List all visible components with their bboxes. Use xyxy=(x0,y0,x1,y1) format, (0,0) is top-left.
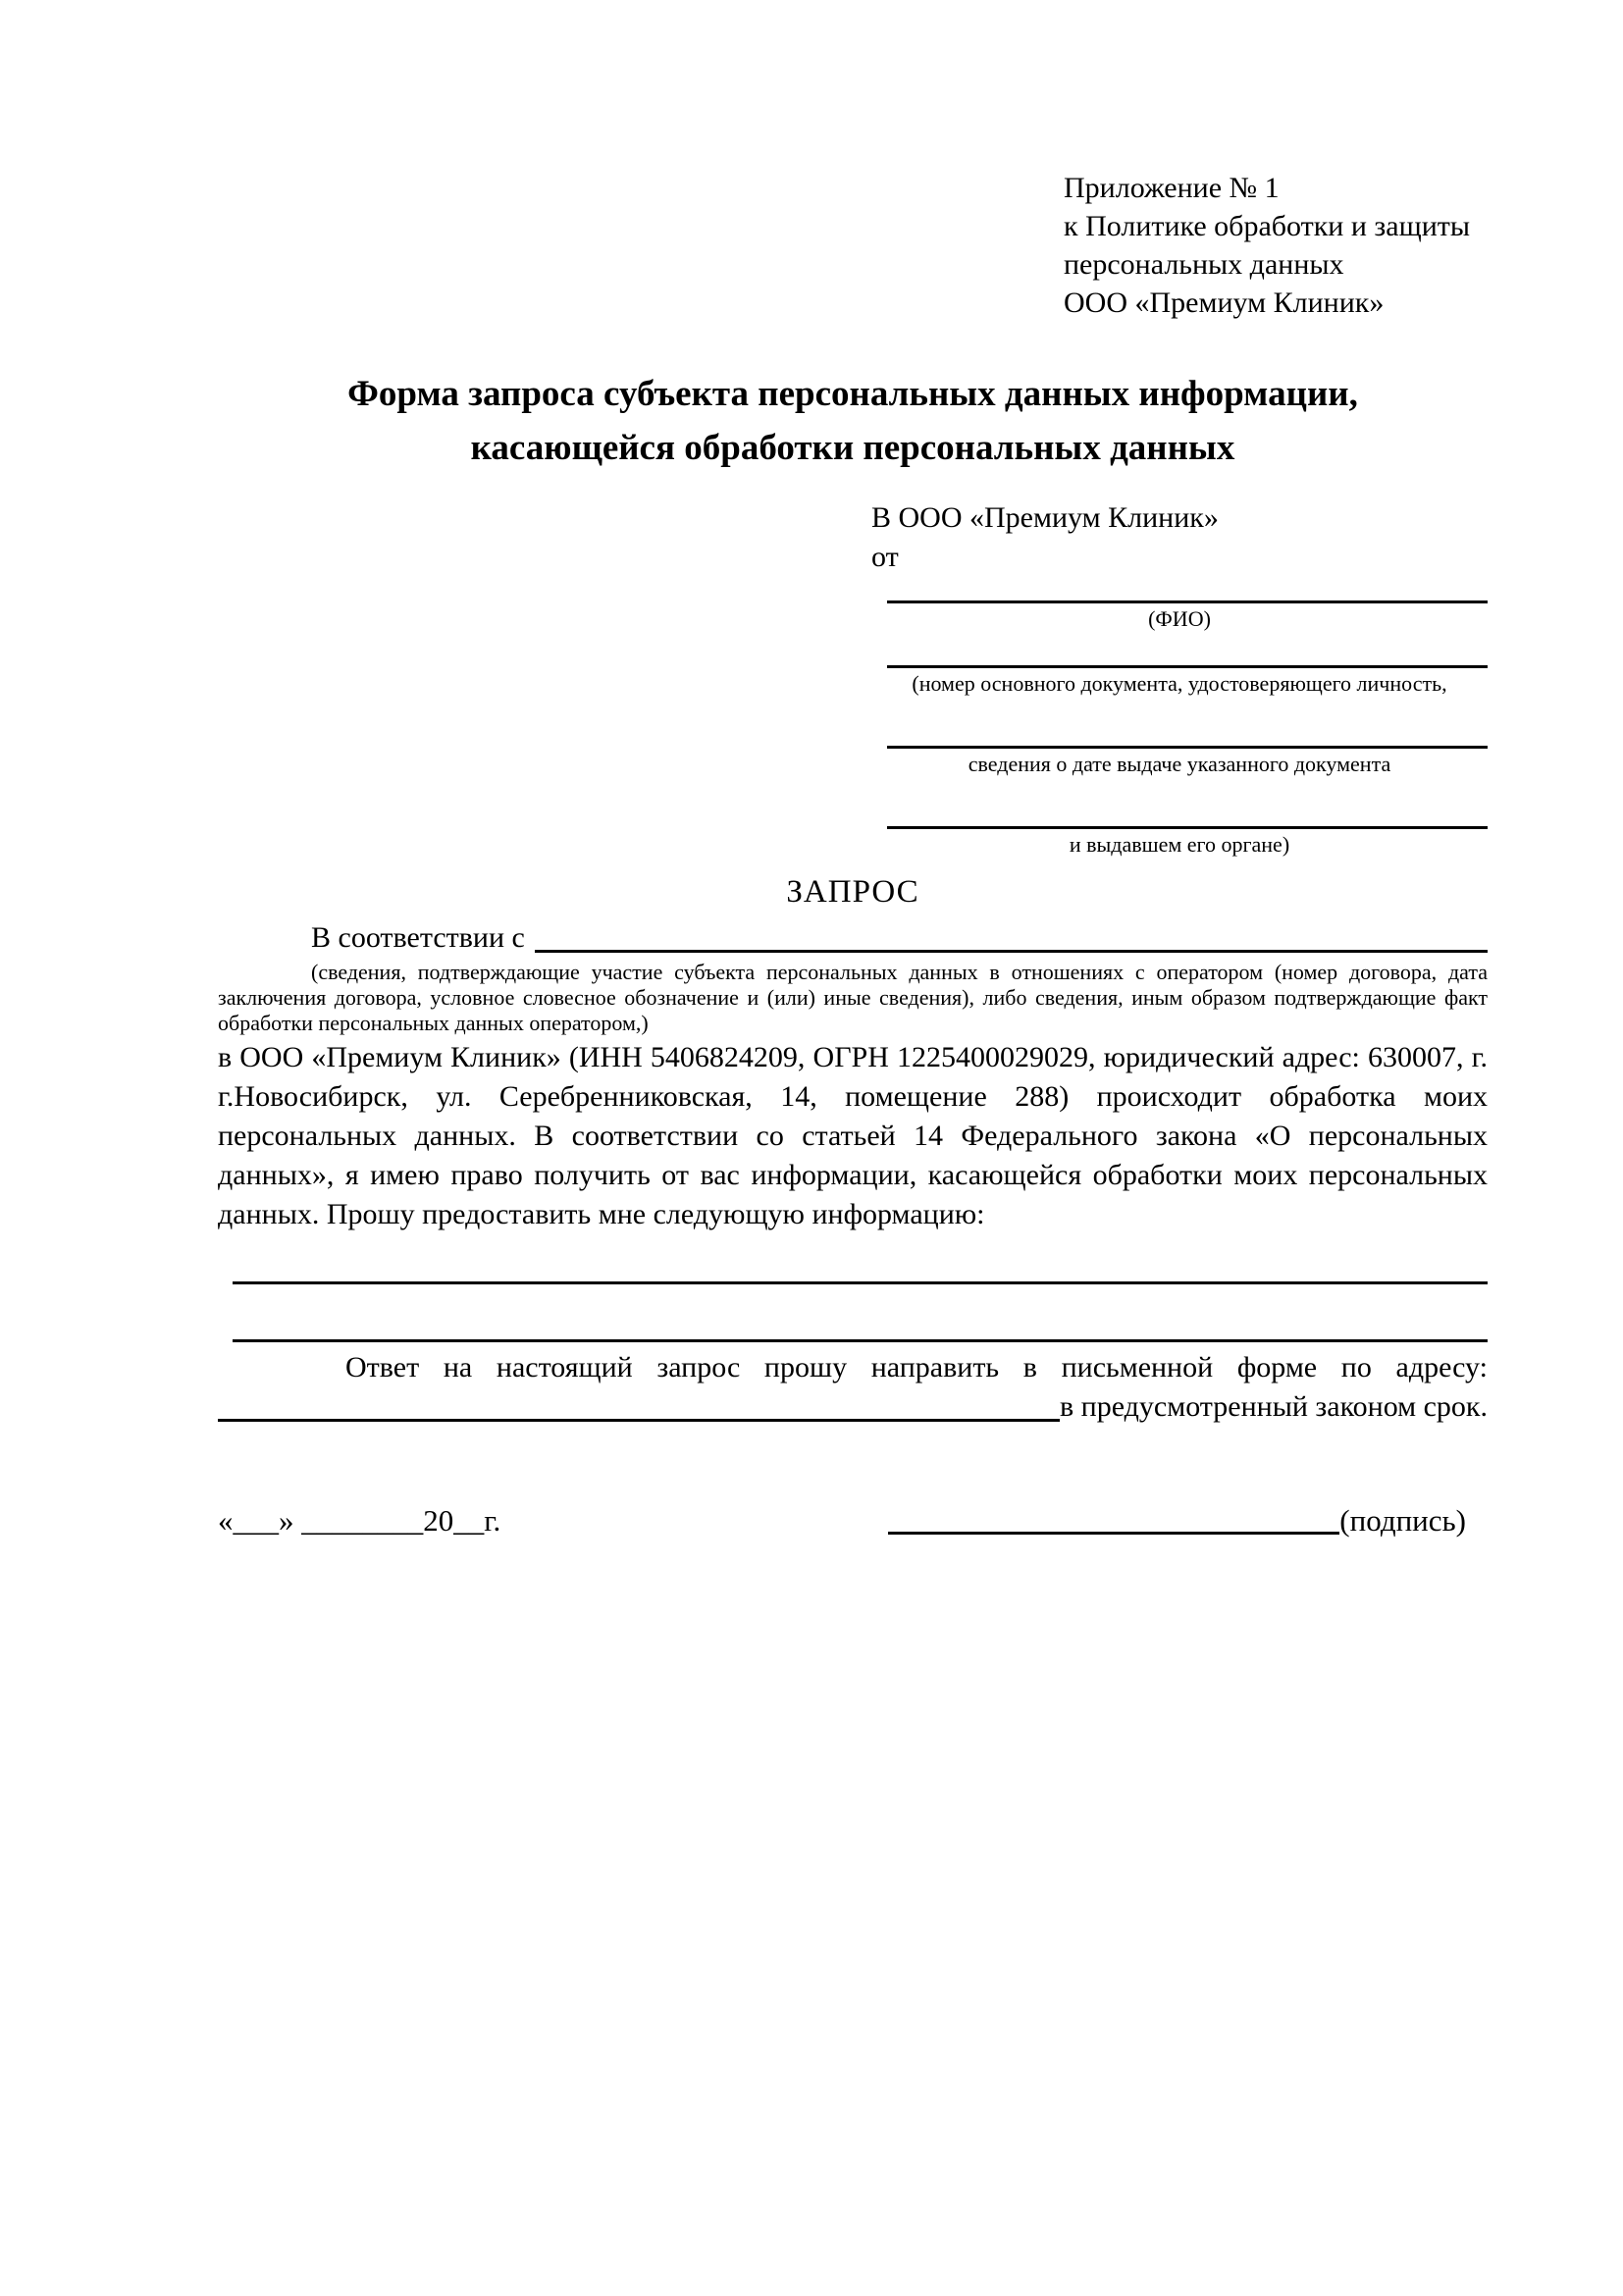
date-signature-row xyxy=(218,1501,1488,1540)
body-paragraph: в ООО «Премиум Клиник» (ИНН 5406824209, ОГРН 1225400029029, юридический адрес: 630007, г. г.Новосибирск, ул. Серебренниковская, 14, помещение 288) происходит обработка моих персональных данных. В соответствии со статьей 14 Федерального закона «О персональных данных», я имею право получить от вас информации, касающейся обработки моих персональных данных. Прошу предоставить мне следующую информацию: xyxy=(218,1041,1488,1230)
fio-field xyxy=(871,577,1488,632)
appendix-line: персональных данных xyxy=(1064,248,1344,281)
issuing-authority-field-caption: и выдавшем его органе) xyxy=(1069,832,1290,857)
lead-row xyxy=(218,918,1488,958)
issue-date-field-caption: сведения о дате выдаче указанного документа xyxy=(968,752,1391,776)
answer-blank-line-2[interactable] xyxy=(233,1284,1488,1342)
date-line: «___» ________20__г. xyxy=(218,1503,501,1538)
document-number-field-line[interactable] xyxy=(887,642,1488,668)
title-line-1: Форма запроса субъекта персональных данных информации, xyxy=(347,374,1358,414)
addressee-to: В ООО «Премиум Клиник» xyxy=(871,501,1219,534)
reply-tail: в предусмотренный законом срок. xyxy=(1060,1390,1488,1423)
appendix-line: ООО «Премиум Клиник» xyxy=(1064,287,1385,319)
signature-line[interactable] xyxy=(888,1502,1339,1535)
address-row xyxy=(218,1387,1488,1427)
issuing-authority-field xyxy=(871,803,1488,858)
lead-text: В соответствии с xyxy=(311,921,525,954)
document-number-field xyxy=(871,642,1488,697)
addressee-from-label: от xyxy=(871,541,899,573)
answer-blank-line-1[interactable] xyxy=(233,1234,1488,1284)
issuing-authority-field-line[interactable] xyxy=(887,803,1488,829)
document-title xyxy=(218,367,1488,475)
request-heading: ЗАПРОС xyxy=(786,874,919,910)
appendix-line: к Политике обработки и защиты xyxy=(1064,210,1471,242)
address-field-line[interactable] xyxy=(218,1389,1060,1422)
appendix-line: Приложение № 1 xyxy=(1064,172,1280,204)
signature-group xyxy=(888,1501,1466,1540)
appendix-block xyxy=(1064,169,1488,322)
issue-date-field-line[interactable] xyxy=(887,722,1488,749)
addressee-block xyxy=(871,498,1488,858)
fio-field-caption: (ФИО) xyxy=(1148,606,1211,631)
reply-paragraph: Ответ на настоящий запрос прошу направить в письменной форме по адресу: xyxy=(345,1351,1488,1383)
title-line-2: касающейся обработки персональных данных xyxy=(470,428,1235,468)
signature-caption: (подпись) xyxy=(1339,1503,1466,1538)
basis-field-line[interactable] xyxy=(535,920,1488,953)
document-number-field-caption: (номер основного документа, удостоверяющего личность, xyxy=(912,671,1447,696)
issue-date-field xyxy=(871,722,1488,777)
lead-note: (сведения, подтверждающие участие субъекта персональных данных в отношениях с оператором (номер договора, дата заключения договора, условное словесное обозначение и (или) иные сведения), либо сведения, иным образом подтверждающие факт обработки персональных данных оператором,) xyxy=(218,960,1488,1035)
fio-field-line[interactable] xyxy=(887,577,1488,603)
